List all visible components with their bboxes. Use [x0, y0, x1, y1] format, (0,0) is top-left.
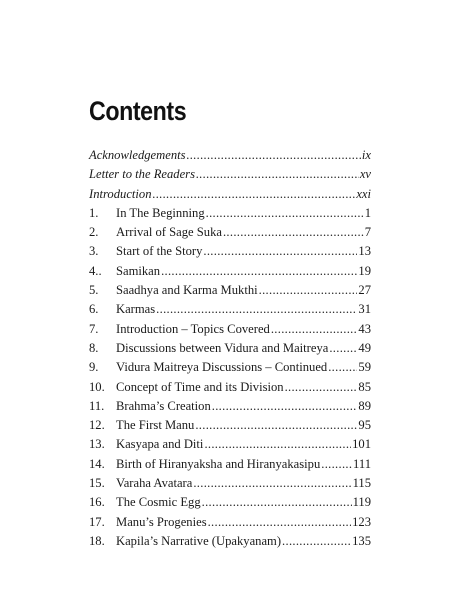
toc-entry: [89, 493, 371, 512]
dot-leader: [206, 204, 364, 223]
chapter-list: [89, 204, 371, 551]
dot-leader: [195, 416, 357, 435]
toc-entry-number: 14.: [89, 456, 105, 471]
toc-entry-number: 8.: [89, 340, 99, 355]
toc-entry-number: 4..: [89, 263, 102, 278]
toc-entry-page: ix: [361, 148, 371, 162]
page-title: Contents: [89, 96, 187, 126]
toc-entry-page: xxi: [356, 186, 371, 201]
dot-leader: [282, 532, 351, 551]
toc-entry-label: Introduction – Topics Covered: [116, 321, 270, 336]
toc-entry-page: 111: [353, 456, 371, 471]
toc-entry: [89, 300, 371, 319]
toc-entry-page: 85: [358, 379, 371, 394]
toc-entry-number: 16.: [89, 495, 105, 510]
toc-entry-front-matter: [89, 165, 371, 184]
toc-entry: [89, 204, 371, 223]
toc-entry-number: 3.: [89, 244, 99, 259]
dot-leader: [259, 281, 358, 300]
toc-entry-number: 9.: [89, 360, 99, 375]
toc-entry-page: 123: [352, 514, 371, 529]
dot-leader: [328, 358, 357, 377]
toc-entry-number: 10.: [89, 379, 105, 394]
toc-entry: [89, 242, 371, 261]
toc-entry-label: Arrival of Sage Suka: [116, 225, 222, 240]
toc-entry-label: Introduction: [89, 186, 152, 201]
toc-entry-page: 59: [358, 360, 371, 375]
toc-entry-page: 7: [364, 225, 371, 240]
toc-entry-page: 27: [358, 283, 371, 298]
dot-leader: [156, 300, 357, 319]
dot-leader: [193, 474, 351, 493]
toc-entry-page: 19: [358, 263, 371, 278]
toc-entry-front-matter: [89, 185, 371, 204]
dot-leader: [153, 185, 356, 204]
toc-entry: [89, 358, 371, 377]
toc-entry-label: Kapila’s Narrative (Upakyanam): [116, 533, 282, 548]
toc-entry-label: Saadhya and Karma Mukthi: [116, 283, 258, 298]
toc-entry-number: 2.: [89, 225, 99, 240]
toc-entry-label: The First Manu: [116, 418, 195, 433]
toc-entry: [89, 435, 371, 454]
toc-entry: [89, 474, 371, 493]
dot-leader: [204, 435, 351, 454]
toc-entry-number: 11.: [89, 398, 105, 413]
dot-leader: [223, 223, 364, 242]
toc-entry-label: Manu’s Progenies: [116, 514, 207, 529]
toc-entry-label: Karmas: [116, 302, 156, 317]
toc-entry-page: 115: [352, 476, 371, 491]
toc-entry-label: Discussions between Vidura and Maitreya: [116, 340, 329, 355]
toc-entry-label: Varaha Avatara: [116, 476, 193, 491]
toc-entry-number: 5.: [89, 283, 99, 298]
toc-entry-front-matter: [89, 146, 371, 165]
dot-leader: [161, 262, 357, 281]
toc-entry-number: 6.: [89, 302, 99, 317]
toc-entry-page: 31: [358, 302, 371, 317]
toc-entry-page: xv: [359, 167, 371, 182]
toc-entry-number: 15.: [89, 476, 105, 491]
dot-leader: [329, 339, 357, 358]
toc-entry-page: 1: [364, 205, 371, 220]
toc-entry-label: The Cosmic Egg: [116, 495, 201, 510]
toc-entry: [89, 281, 371, 300]
toc-entry-page: 13: [358, 244, 371, 259]
toc-entry: [89, 532, 371, 551]
toc-entry: [89, 397, 371, 416]
toc-entry-label: Samikan: [116, 263, 161, 278]
toc-entry-label: In The Beginning: [116, 205, 205, 220]
dot-leader: [271, 320, 358, 339]
toc-entry-label: Start of the Story: [116, 244, 203, 259]
toc-entry-number: 7.: [89, 321, 99, 336]
table-of-contents: [89, 146, 371, 551]
toc-entry: [89, 416, 371, 435]
dot-leader: [321, 455, 352, 474]
toc-entry-number: 12.: [89, 418, 105, 433]
toc-entry-label: Brahma’s Creation: [116, 398, 211, 413]
toc-entry-page: 49: [358, 340, 371, 355]
dot-leader: [208, 513, 352, 532]
toc-entry-label: Kasyapa and Diti: [116, 437, 204, 452]
toc-entry-label: Letter to the Readers: [89, 167, 195, 182]
dot-leader: [196, 165, 359, 184]
toc-entry: [89, 455, 371, 474]
toc-entry-page: 95: [358, 418, 371, 433]
toc-entry: [89, 513, 371, 532]
toc-entry-page: 119: [352, 495, 371, 510]
toc-entry: [89, 320, 371, 339]
toc-entry-page: 101: [352, 437, 371, 452]
dot-leader: [285, 378, 358, 397]
dot-leader: [202, 493, 352, 512]
toc-entry: [89, 378, 371, 397]
toc-entry-page: 89: [358, 398, 371, 413]
toc-entry-label: Acknowledgements: [89, 148, 186, 162]
toc-entry-number: 13.: [89, 437, 105, 452]
dot-leader: [203, 242, 357, 261]
toc-entry-page: 135: [352, 533, 371, 548]
toc-entry-label: Vidura Maitreya Discussions – Continued: [116, 360, 328, 375]
toc-entry: [89, 262, 371, 281]
toc-entry-label: Concept of Time and its Division: [116, 379, 284, 394]
toc-entry-number: 18.: [89, 533, 105, 548]
dot-leader: [212, 397, 358, 416]
toc-entry: [89, 223, 371, 242]
toc-entry: [89, 339, 371, 358]
toc-entry-label: Birth of Hiranyaksha and Hiranyakasipu: [116, 456, 321, 471]
toc-entry-page: 43: [358, 321, 371, 336]
dot-leader: [187, 146, 361, 165]
toc-entry-number: 1.: [89, 205, 99, 220]
toc-entry-number: 17.: [89, 514, 105, 529]
